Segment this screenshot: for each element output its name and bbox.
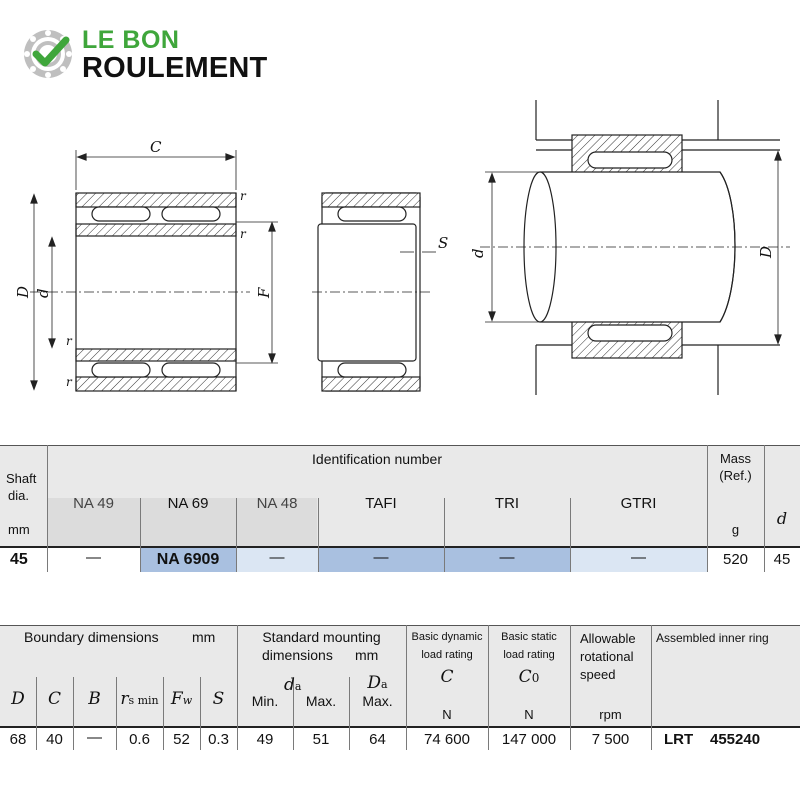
row-na69: NA 6909 <box>156 551 220 568</box>
brand-line1: LE BON <box>82 26 180 54</box>
label-da: d <box>469 248 487 258</box>
series-na69: NA 69 <box>167 495 209 512</box>
series-tri: TRI <box>494 495 520 512</box>
mass-label: Mass <box>719 451 752 466</box>
row-B: — <box>87 729 102 746</box>
col-Da-max: Max. <box>362 693 393 709</box>
label-D: D <box>14 285 32 298</box>
speed-label-2: rotational <box>580 649 634 664</box>
row-mass: 520 <box>722 551 749 568</box>
mounted-view <box>480 100 790 395</box>
boundary-header: Boundary dimensions <box>24 629 159 645</box>
row-d: 45 <box>773 551 791 568</box>
col-Fw <box>163 689 200 709</box>
col-Da-D: D <box>367 673 382 693</box>
col-C: C <box>47 689 61 709</box>
col-Fw-F: F <box>170 689 183 709</box>
label-d: d <box>34 288 52 298</box>
brand-logo <box>22 26 302 86</box>
dynamic-rating-symbol: C <box>440 667 454 687</box>
col-da-sub: a <box>294 680 302 693</box>
label-Fw: F <box>255 287 273 298</box>
label-Da: D <box>757 245 775 258</box>
series-gtri: GTRI <box>620 495 657 512</box>
row-da-max: 51 <box>312 731 330 748</box>
mounting-unit: mm <box>355 647 379 663</box>
col-da <box>284 675 301 695</box>
shaft-label: Shaft <box>6 471 37 486</box>
row-ring-prefix: LRT <box>664 731 694 748</box>
row-shaft: 45 <box>10 551 28 568</box>
inner-ring-label: Assembled inner ring <box>656 631 769 645</box>
col-da-d: d <box>284 675 295 695</box>
label-C: C <box>150 138 162 156</box>
mounting-header-2: dimensions <box>262 647 333 663</box>
side-view <box>312 193 436 391</box>
row-static: 147 000 <box>501 731 557 748</box>
dynamic-rating-label-2: load rating <box>421 649 473 661</box>
row-S: 0.3 <box>208 731 229 748</box>
col-B: B <box>88 689 101 709</box>
speed-unit: rpm <box>599 707 622 722</box>
row-D: 68 <box>9 731 27 748</box>
brand-line2: ROULEMENT <box>82 52 268 84</box>
bearing-check-icon <box>22 28 74 80</box>
row-C: 40 <box>46 731 63 748</box>
col-Da-sub: a <box>381 678 388 691</box>
static-rating-label: Basic static <box>501 631 557 643</box>
label-r-inner: r <box>240 227 246 241</box>
shaft-unit: mm <box>8 522 30 537</box>
series-tafi: TAFI <box>365 495 397 512</box>
col-S: S <box>212 689 225 709</box>
row-dynamic: 74 600 <box>424 731 470 748</box>
boundary-unit: mm <box>192 629 216 645</box>
mounting-header: Standard mounting <box>262 629 381 645</box>
static-rating-C: C <box>518 667 532 687</box>
dynamic-rating-label: Basic dynamic <box>411 631 483 643</box>
row-Fw: 52 <box>173 731 190 748</box>
d-label: d <box>776 509 788 528</box>
row-tri: — <box>499 549 515 566</box>
mass-unit: g <box>731 522 740 537</box>
row-tafi: — <box>373 549 389 566</box>
mass-label-2: (Ref.) <box>719 468 752 483</box>
series-na49: NA 49 <box>73 495 114 512</box>
col-rs-r: r <box>120 689 129 709</box>
static-rating-unit: N <box>524 707 534 722</box>
label-r-left: r <box>66 334 72 348</box>
series-na48: NA 48 <box>256 495 298 512</box>
col-Da <box>349 673 406 693</box>
shaft-label-2: dia. <box>8 488 29 503</box>
id-number-header: Identification number <box>312 451 442 467</box>
static-rating-symbol <box>488 667 570 687</box>
label-S: S <box>438 234 449 252</box>
static-rating-label-2: load rating <box>503 649 555 661</box>
speed-label: Allowable <box>580 631 636 646</box>
dynamic-rating-unit: N <box>442 707 452 722</box>
col-da-max: Max. <box>305 693 337 709</box>
label-r-top: r <box>240 189 246 203</box>
bearing-technical-drawing <box>0 95 800 400</box>
dimensions-table <box>0 625 800 750</box>
row-gtri: — <box>631 549 646 566</box>
label-r-bottom: r <box>66 375 72 389</box>
col-Fw-sub: w <box>182 694 193 707</box>
row-Da-max: 64 <box>369 731 386 748</box>
row-speed: 7 500 <box>591 731 630 748</box>
row-na49: — <box>86 549 101 566</box>
col-D: D <box>11 689 25 709</box>
speed-label-3: speed <box>580 667 616 682</box>
col-rs-sub: s min <box>128 694 159 707</box>
row-da-min: 49 <box>256 731 274 748</box>
row-na48: — <box>269 549 285 566</box>
section-view <box>30 150 278 391</box>
identification-table <box>0 445 800 572</box>
static-rating-sub: 0 <box>531 671 540 685</box>
col-rs <box>116 689 163 709</box>
row-rs: 0.6 <box>129 731 150 748</box>
row-ring-code: 455240 <box>710 731 761 748</box>
col-da-min: Min. <box>251 693 279 709</box>
